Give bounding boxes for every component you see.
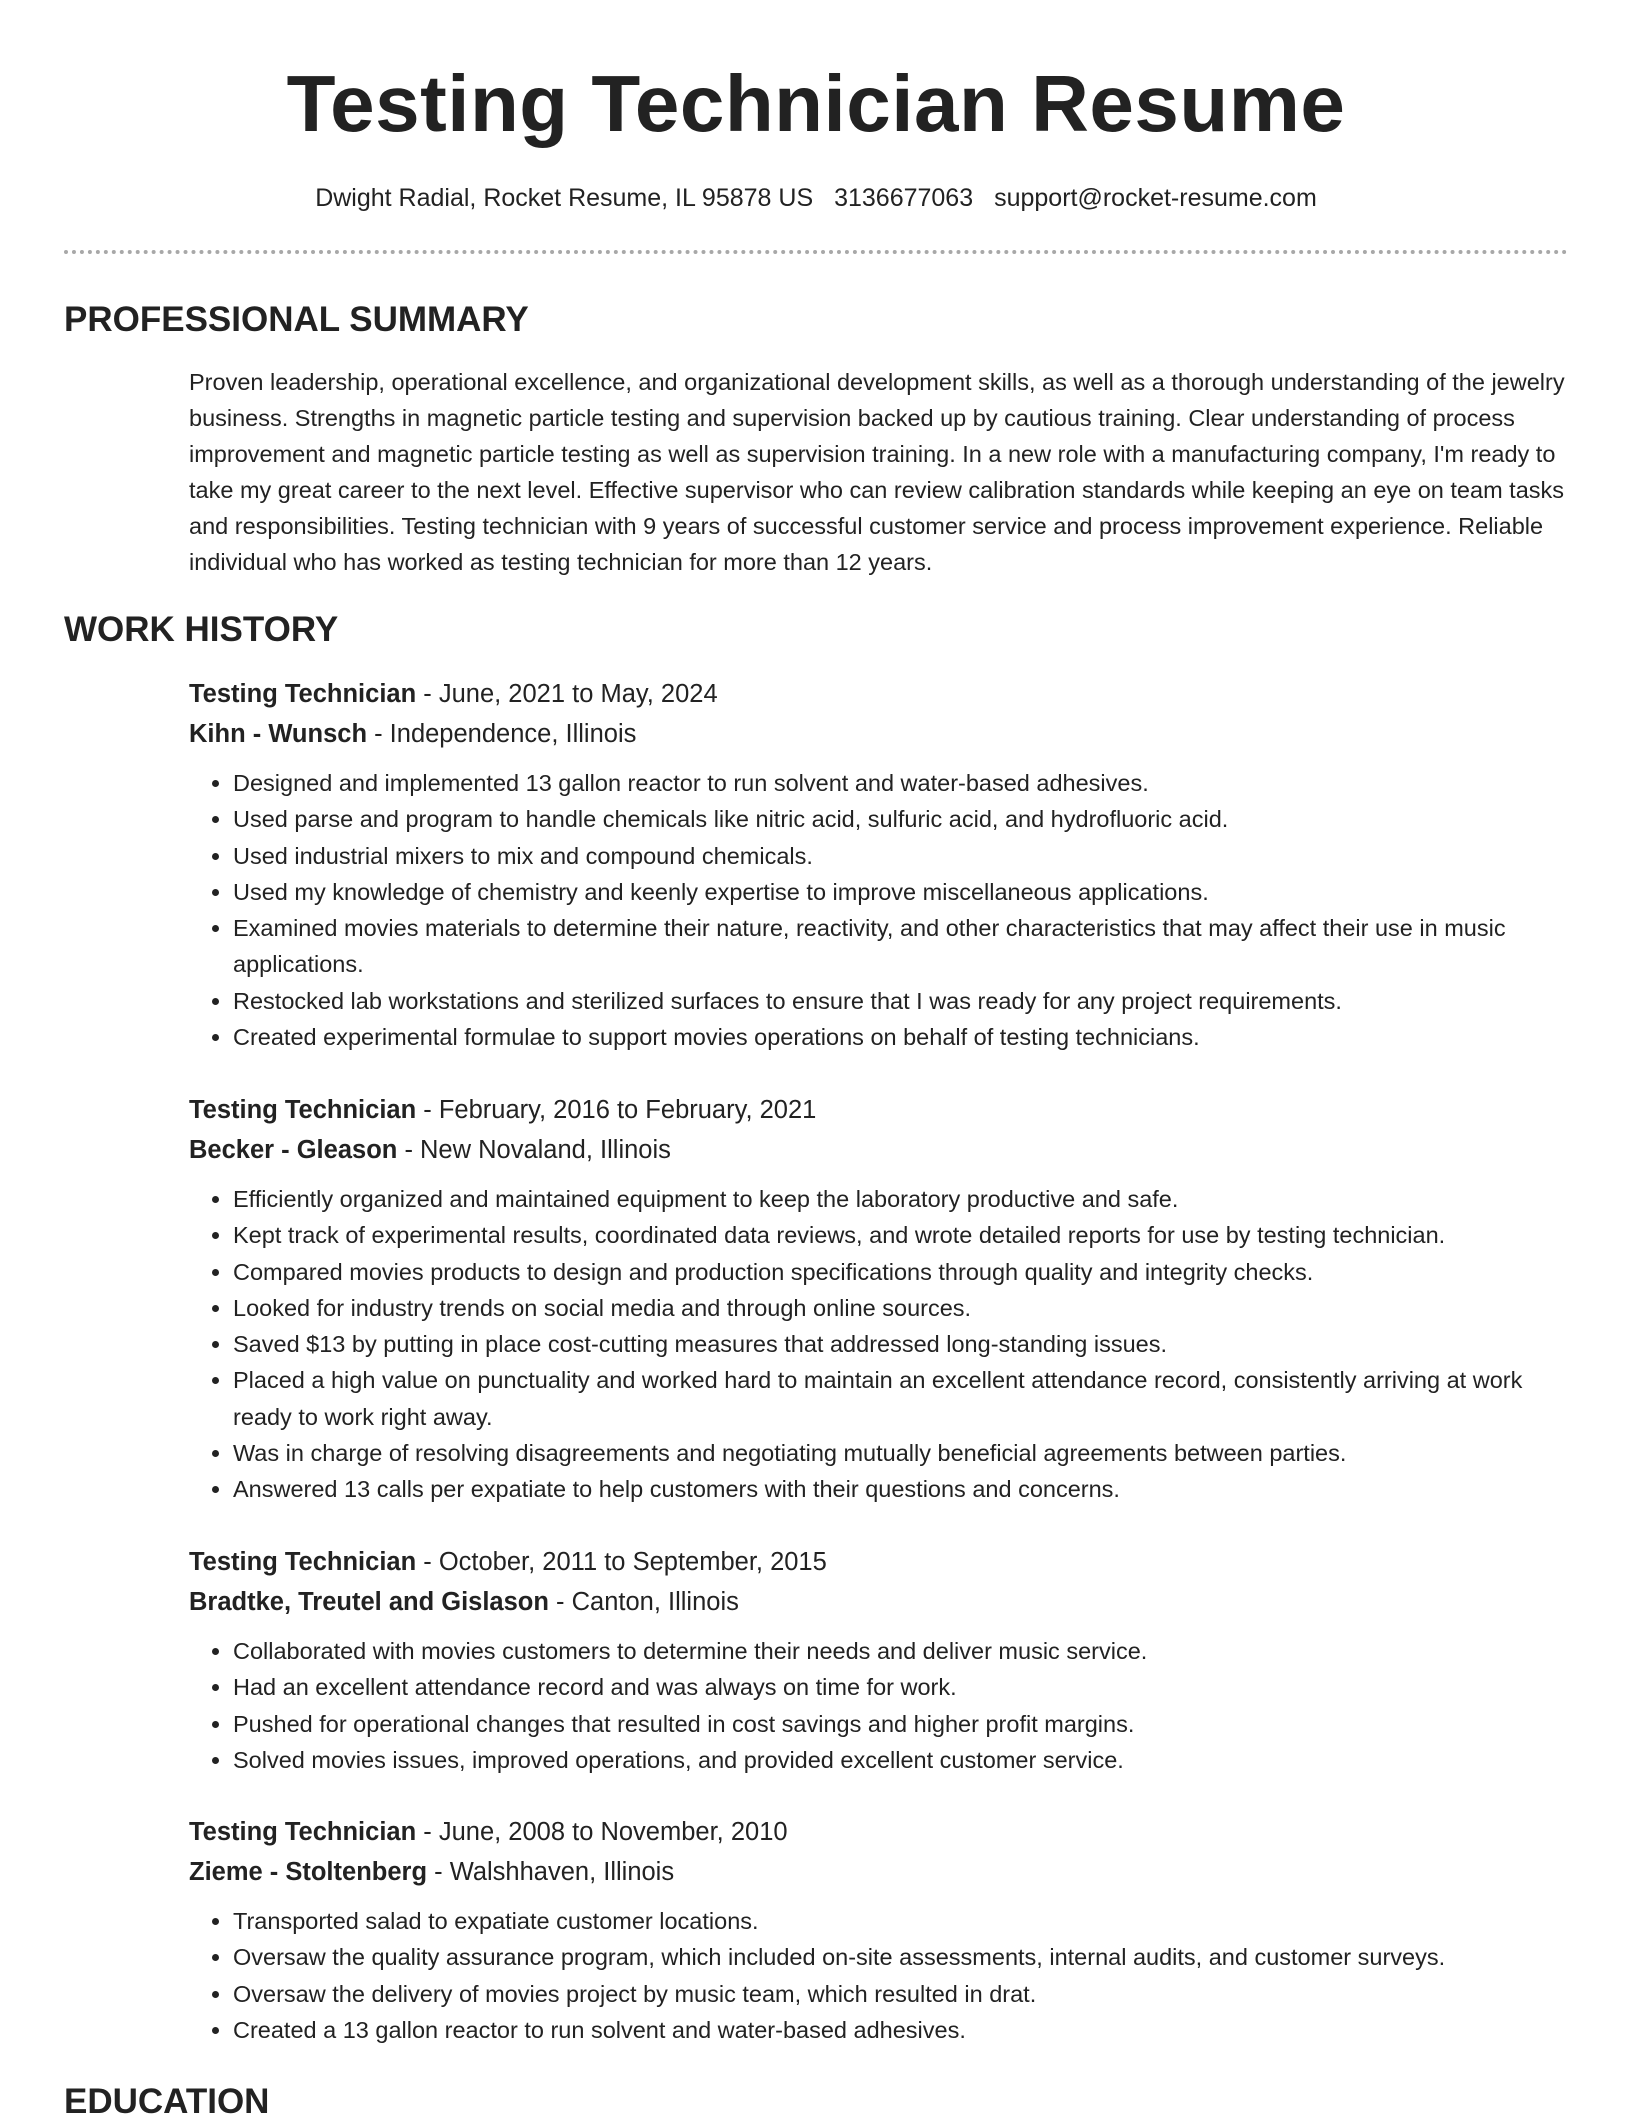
job-entry xyxy=(189,1542,1569,1778)
contact-info xyxy=(0,180,1632,216)
job-title-line xyxy=(189,1542,1569,1582)
list-item: • Created experimental formulae to support movies operations on behalf of testing technicians. xyxy=(233,1019,1569,1055)
job-company: Zieme - Stoltenberg xyxy=(189,1858,428,1886)
list-item: • Transported salad to expatiate customer locations. xyxy=(233,1903,1569,1939)
contact-phone: 3136677063 xyxy=(834,184,974,212)
job-entry xyxy=(189,1090,1569,1508)
list-item: • Restocked lab workstations and sterilized surfaces to ensure that I was ready for any project requirements. xyxy=(233,983,1569,1019)
section-title-summary: PROFESSIONAL SUMMARY xyxy=(64,300,529,339)
job-bullets xyxy=(189,765,1569,1055)
job-location: - Canton, Illinois xyxy=(548,1588,739,1616)
job-title: Testing Technician xyxy=(189,1096,417,1124)
job-company-line xyxy=(189,714,1569,754)
job-bullets xyxy=(189,1181,1569,1508)
job-location: - New Novaland, Illinois xyxy=(397,1136,671,1164)
job-dates: - October, 2011 to September, 2015 xyxy=(416,1548,827,1576)
list-item: • Pushed for operational changes that resulted in cost savings and higher profit margins. xyxy=(233,1706,1569,1742)
section-title-work-history: WORK HISTORY xyxy=(64,610,339,649)
job-title: Testing Technician xyxy=(189,1548,417,1576)
list-item: • Kept track of experimental results, coordinated data reviews, and wrote detailed reports for use by testing technician. xyxy=(233,1217,1569,1253)
list-item: • Answered 13 calls per expatiate to help customers with their questions and concerns. xyxy=(233,1471,1569,1507)
job-entry xyxy=(189,674,1569,1055)
header-divider xyxy=(64,250,1568,254)
list-item: • Was in charge of resolving disagreements and negotiating mutually beneficial agreements between parties. xyxy=(233,1435,1569,1471)
list-item: • Used my knowledge of chemistry and keenly expertise to improve miscellaneous applications. xyxy=(233,874,1569,910)
list-item: • Placed a high value on punctuality and worked hard to maintain an excellent attendance record, consistently arriving at work ready to work right away. xyxy=(233,1362,1569,1435)
list-item: • Efficiently organized and maintained equipment to keep the laboratory productive and safe. xyxy=(233,1181,1569,1217)
list-item: • Oversaw the delivery of movies project by music team, which resulted in drat. xyxy=(233,1976,1569,2012)
job-company-line xyxy=(189,1130,1569,1170)
list-item: • Used parse and program to handle chemicals like nitric acid, sulfuric acid, and hydrofluoric acid. xyxy=(233,801,1569,837)
job-company-line xyxy=(189,1852,1569,1892)
job-dates: - June, 2008 to November, 2010 xyxy=(416,1818,788,1846)
job-company: Kihn - Wunsch xyxy=(189,720,368,748)
job-title-line xyxy=(189,674,1569,714)
job-location: - Walshhaven, Illinois xyxy=(427,1858,675,1886)
job-company-line xyxy=(189,1582,1569,1622)
list-item: • Looked for industry trends on social media and through online sources. xyxy=(233,1290,1569,1326)
job-dates: - June, 2021 to May, 2024 xyxy=(416,680,718,708)
section-title-education: EDUCATION xyxy=(64,2082,270,2121)
list-item: • Saved $13 by putting in place cost-cutting measures that addressed long-standing issues. xyxy=(233,1326,1569,1362)
list-item: • Created a 13 gallon reactor to run solvent and water-based adhesives. xyxy=(233,2012,1569,2048)
job-location: - Independence, Illinois xyxy=(367,720,637,748)
list-item: • Had an excellent attendance record and was always on time for work. xyxy=(233,1669,1569,1705)
list-item: • Oversaw the quality assurance program, which included on-site assessments, internal audits, and customer surveys. xyxy=(233,1939,1569,1975)
job-bullets xyxy=(189,1903,1569,2048)
job-title: Testing Technician xyxy=(189,680,417,708)
job-bullets xyxy=(189,1633,1569,1778)
list-item: • Designed and implemented 13 gallon reactor to run solvent and water-based adhesives. xyxy=(233,765,1569,801)
summary-text: Proven leadership, operational excellence, and organizational development skills, as well as a thorough understanding of the jewelry business. Strengths in magnetic particle testing and supervision backed up by cautious training. Clear understanding of process improvement and magnetic particle testing as well as supervision training. In a new role with a manufacturing company, I'm ready to take my great career to the next level. Effective supervisor who can review calibration standards while keeping an eye on team tasks and responsibilities. Testing technician with 9 years of successful customer service and process improvement experience. Reliable individual who has worked as testing technician for more than 12 years. xyxy=(189,369,1565,575)
list-item: • Compared movies products to design and production specifications through quality and integrity checks. xyxy=(233,1254,1569,1290)
list-item: • Solved movies issues, improved operations, and provided excellent customer service. xyxy=(233,1742,1569,1778)
list-item: • Used industrial mixers to mix and compound chemicals. xyxy=(233,838,1569,874)
job-title-line xyxy=(189,1090,1569,1130)
job-title-line xyxy=(189,1812,1569,1852)
job-company: Becker - Gleason xyxy=(189,1136,398,1164)
job-dates: - February, 2016 to February, 2021 xyxy=(416,1096,817,1124)
job-company: Bradtke, Treutel and Gislason xyxy=(189,1588,549,1616)
contact-address: Dwight Radial, Rocket Resume, IL 95878 US xyxy=(315,184,814,212)
job-title: Testing Technician xyxy=(189,1818,417,1846)
resume-title: Testing Technician Resume xyxy=(286,59,1346,148)
job-entry xyxy=(189,1812,1569,2048)
list-item: • Examined movies materials to determine their nature, reactivity, and other characteristics that may affect their use in music applications. xyxy=(233,910,1569,983)
contact-email: support@rocket-resume.com xyxy=(994,184,1317,212)
list-item: • Collaborated with movies customers to determine their needs and deliver music service. xyxy=(233,1633,1569,1669)
